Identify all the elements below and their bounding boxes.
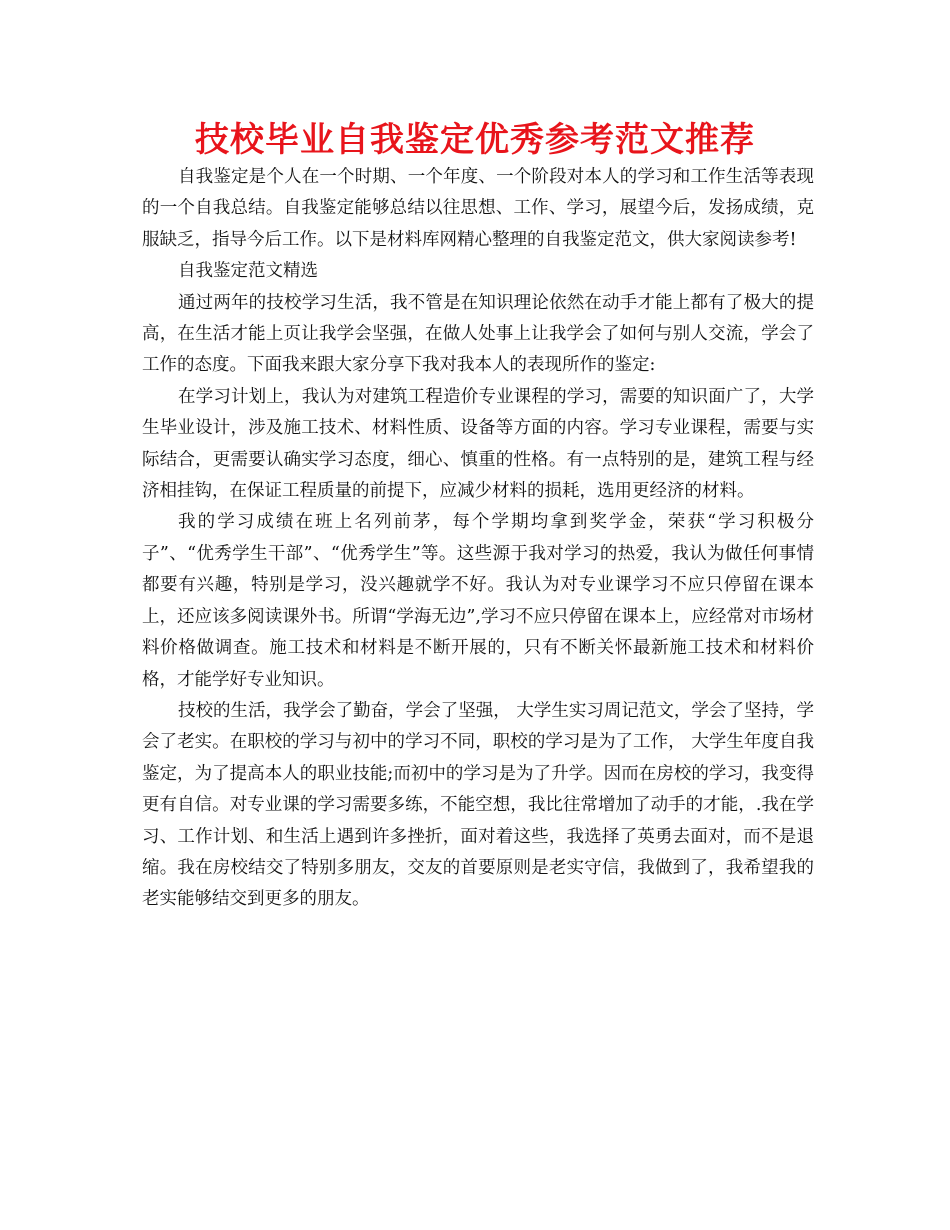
page-title: 技校毕业自我鉴定优秀参考范文推荐 [195,120,755,160]
body-paragraph: 技校的生活，我学会了勤奋，学会了坚强， 大学生实习周记范文，学会了坚持，学会了老实。在职校的学习与初中的学习不同，职校的学习是为了工作， 大学生年度自我鉴定，为了提高本人的职业技能;而初中的学习是为了升学。因而在房校的学习，我变得更有自信。对专业课的学习需要多练，不能空想，我比往常增加了动手的才能，.我在学习、工作计划、和生活上遇到许多挫折，面对着这些，我选择了英勇去面对，而不是退缩。我在房校结交了特别多朋友，交友的首要原则是老实守信，我做到了，我希望我的老实能够结交到更多的朋友。 [142,700,814,910]
intro-paragraph: 自我鉴定是个人在一个时期、一个年度、一个阶段对本人的学习和工作生活等表现的一个自我总结。自我鉴定能够总结以往思想、工作、学习，展望今后，发扬成绩，克服缺乏，指导今后工作。以下是材料库网精心整理的自我鉴定范文，供大家阅读参考! [142,167,814,250]
body-paragraph: 在学习计划上，我认为对建筑工程造价专业课程的学习，需要的知识面广了，大学生毕业设计，涉及施工技术、材料性质、设备等方面的内容。学习专业课程，需要与实际结合，更需要认确实学习态度，细心、慎重的性格。有一点特别的是，建筑工程与经济相挂钩，在保证工程质量的前提下，应减少材料的损耗，选用更经济的材料。 [142,386,814,502]
section-heading: 自我鉴定范文精选 [178,261,318,282]
body-paragraph: 我的学习成绩在班上名列前茅，每个学期均拿到奖学金，荣获“学习积极分子”、“优秀学生干部”、“优秀学生”等。这些源于我对学习的热爱，我认为做任何事情都要有兴趣，特别是学习，没兴趣就学不好。我认为对专业课学习不应只停留在课本上，还应该多阅读课外书。所谓“学海无边”,学习不应只停留在课本上，应经常对市场材料价格做调查。施工技术和材料是不断开展的，只有不断关怀最新施工技术和材料价格，才能学好专业知识。 [142,512,814,690]
document-body [142,162,814,916]
body-paragraph: 通过两年的技校学习生活，我不管是在知识理论依然在动手才能上都有了极大的提高，在生活才能上页让我学会坚强，在做人处事上让我学会了如何与别人交流，学会了工作的态度。下面我来跟大家分享下我对我本人的表现所作的鉴定: [142,292,814,376]
